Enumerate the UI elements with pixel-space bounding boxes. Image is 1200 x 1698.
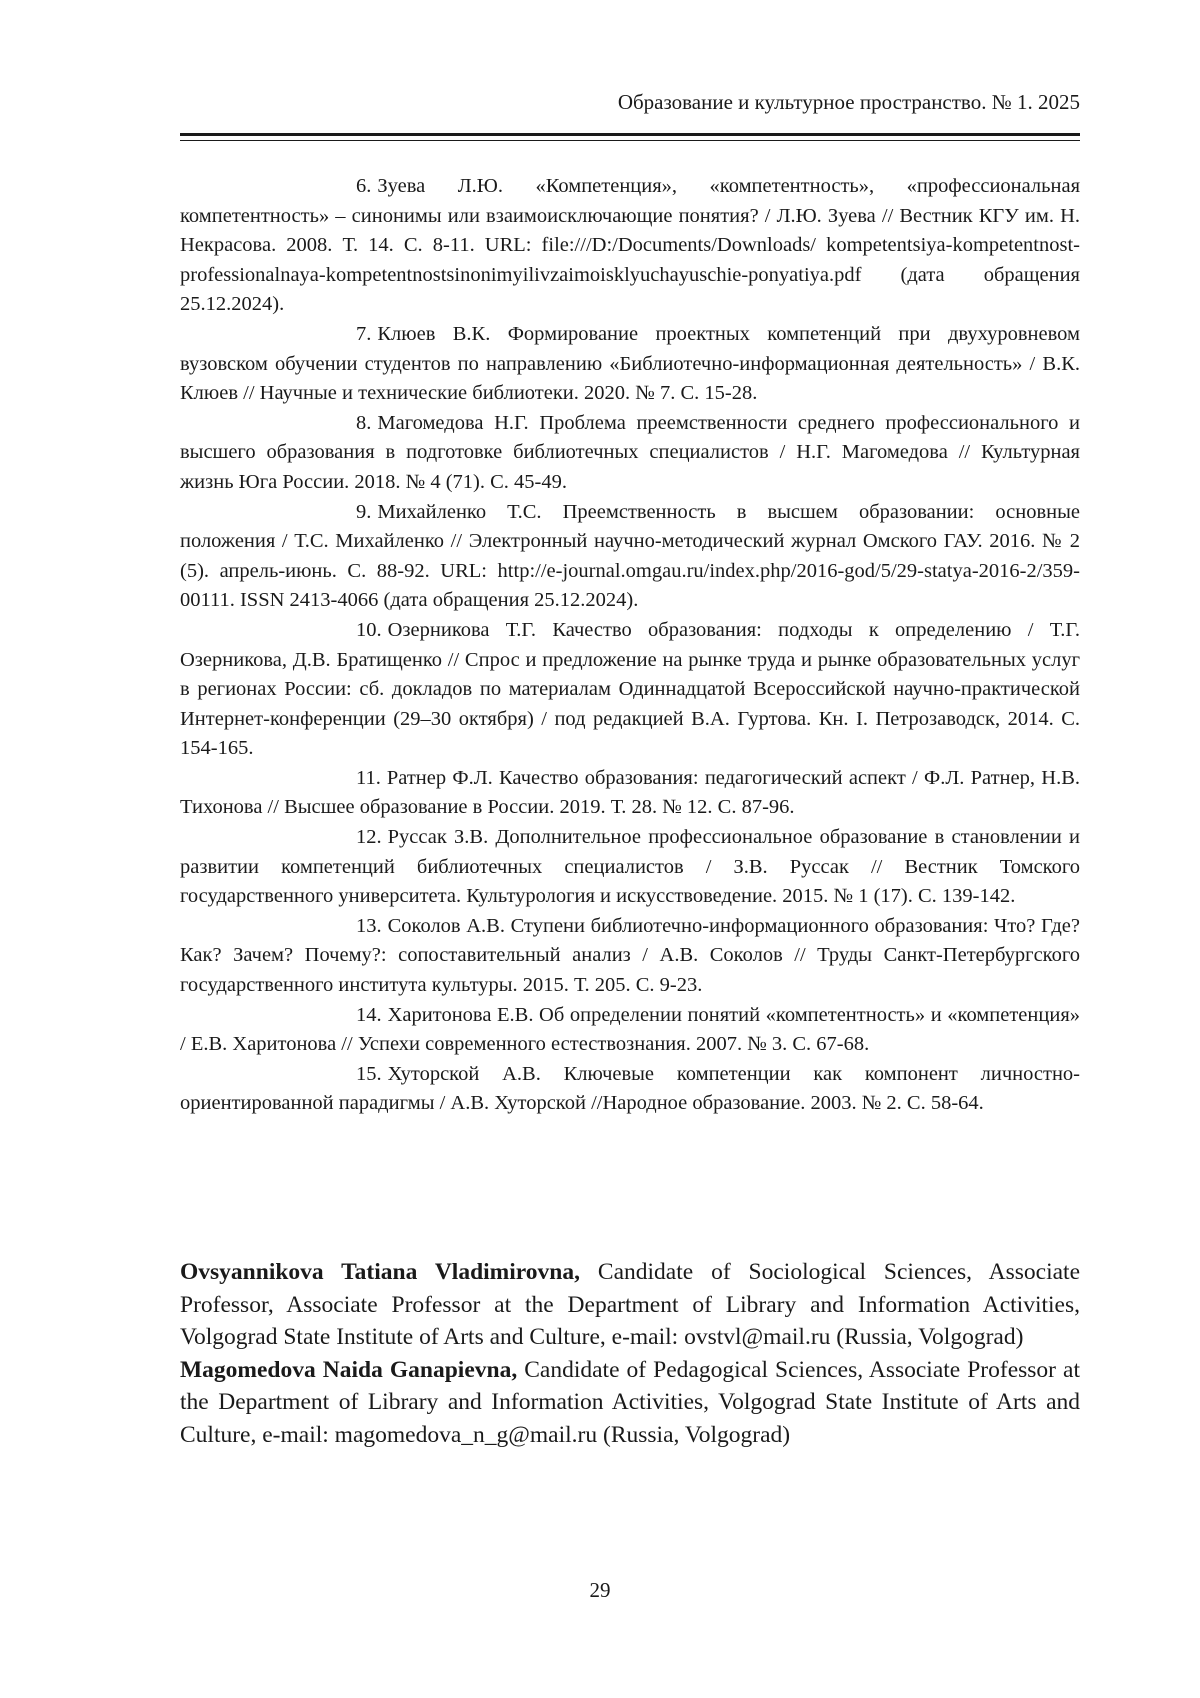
reference-list (180, 172, 1080, 1119)
reference-number: 12. (356, 826, 382, 849)
reference-number: 8. (356, 411, 372, 434)
reference-text: Ратнер Ф.Л. Качество образования: педагогический аспект / Ф.Л. Ратнер, Н.В. Тихонова // Высшее образование в России. 2019. Т. 28. № 12. С. 87-96. (180, 766, 1080, 819)
reference-number: 13. (356, 914, 382, 937)
reference-text: Клюев В.К. Формирование проектных компетенций при двухуровневом вузовском обучении студентов по направлению «Библиотечно-информационная деятельность» / В.К. Клюев // Научные и технические библиотеки. 2020. № 7. С. 15-28. (180, 322, 1080, 405)
reference-number: 6. (356, 175, 372, 197)
reference-number: 9. (356, 500, 372, 523)
reference-text: Руссак З.В. Дополнительное профессиональное образование в становлении и развитии компетенций библиотечных специалистов / З.В. Руссак // Вестник Томского государственного университета. Культурология и искусствоведение. 2015. № 1 (17). С. 139-142. (180, 826, 1080, 908)
reference-number: 11. (356, 766, 381, 789)
header-rule-thin (180, 140, 1080, 141)
reference-item (180, 409, 1080, 498)
reference-item (180, 172, 1080, 320)
reference-item (180, 764, 1080, 823)
reference-text: Харитонова Е.В. Об определении понятий «компетентность» и «компетенция» / Е.В. Харитонова // Успехи современного естествознания. 2007. № 3. С. 67-68. (180, 1003, 1080, 1056)
reference-item (180, 498, 1080, 616)
reference-number: 7. (356, 322, 372, 345)
header-rule-thick (180, 133, 1080, 136)
author-details: Candidate of Sociological Sciences, Associate Professor, Associate Professor at the Department of Library and Information Activities, Volgograd State Institute of Arts and Culture, e-mail: ovstvl@mail.ru (Russia, Volgograd) (180, 1259, 1080, 1350)
author-name: Ovsyannikova Tatiana Vladimirovna, (180, 1259, 580, 1285)
author-details: Candidate of Pedagogical Sciences, Associate Professor at the Department of Library and Information Activities, Volgograd State Institute of Arts and Culture, e-mail: magomedova_n_g@mail.ru (Russia, Volgograd) (180, 1356, 1080, 1448)
reference-text: Михайленко Т.С. Преемственность в высшем образовании: основные положения / Т.С. Михайленко // Электронный научно-методический журнал Омского ГАУ. 2016. № 2 (5). апрель-июнь. С. 88-92. URL: http://e-journal.omgau.ru/index.php/2016-god/5/29-statya-2016-2/359-00111. ISSN 2413-4066 (дата обращения 25.12.2024). (180, 500, 1080, 612)
reference-text: Магомедова Н.Г. Проблема преемственности среднего профессионального и высшего образования в подготовке библиотечных специалистов / Н.Г. Магомедова // Культурная жизнь Юга России. 2018. № 4 (71). С. 45-49. (180, 411, 1080, 493)
page-number: 29 (589, 1578, 611, 1602)
reference-text: Озерникова Т.Г. Качество образования: подходы к определению / Т.Г. Озерникова, Д.В. Братищенко // Спрос и предложение на рынке труда и рынке образовательных услуг в регионах России: сб. докладов по материалам Одиннадцатой Всероссийской научно-практической Интернет-конференции (29–30 октября) / под редакцией В.А. Гуртова. Кн. I. Петрозаводск, 2014. С. 154-165. (180, 618, 1080, 760)
reference-item (180, 616, 1080, 764)
author-entry (180, 1256, 1080, 1354)
reference-number: 14. (356, 1003, 382, 1026)
reference-number: 15. (356, 1062, 382, 1085)
reference-item (180, 320, 1080, 409)
reference-item (180, 1060, 1080, 1119)
reference-text: Хуторской А.В. Ключевые компетенции как компонент личностно-ориентированной парадигмы / А.В. Хуторской //Народное образование. 2003. № 2. С. 58-64. (180, 1062, 1080, 1115)
reference-item (180, 1001, 1080, 1060)
reference-item (180, 912, 1080, 1001)
running-header: Образование и культурное пространство. № 1. 2025 (617, 90, 1080, 114)
author-name: Magomedova Naida Ganapievna, (180, 1356, 518, 1383)
author-info (180, 1256, 1080, 1451)
reference-number: 10. (356, 618, 382, 641)
author-entry (180, 1354, 1080, 1452)
reference-item (180, 823, 1080, 912)
reference-text: Соколов А.В. Ступени библиотечно-информационного образования: Что? Где? Как? Зачем? Почему?: сопоставительный анализ / А.В. Соколов // Труды Санкт-Петербургского государственного института культуры. 2015. Т. 205. С. 9-23. (180, 914, 1080, 997)
reference-text: Зуева Л.Ю. «Компетенция», «компетентность», «профессиональная компетентность» – синонимы или взаимоисключающие понятия? / Л.Ю. Зуева // Вестник КГУ им. Н. Некрасова. 2008. Т. 14. С. 8-11. URL: file:///D:/Documents/Downloads/ kompetentsiya-kompetentnost-professionalnaya-kompetentnostsinonimyilivzaimoisklyuchayuschie-ponyatiya.pdf (дата обращения 25.12.2024). (180, 175, 1080, 316)
